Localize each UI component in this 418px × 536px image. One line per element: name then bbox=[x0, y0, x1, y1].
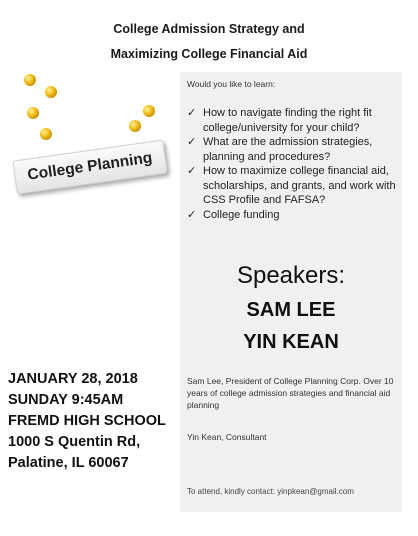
question-text: College funding bbox=[203, 208, 280, 221]
question-list bbox=[187, 106, 402, 222]
checkmark-icon: ✓ bbox=[187, 208, 197, 221]
list-item bbox=[187, 106, 402, 135]
list-item bbox=[187, 164, 402, 208]
gold-dot bbox=[143, 105, 155, 117]
speaker-bio: Sam Lee, President of College Planning Corp. Over 10 years of college admission strategies and financial aid planning bbox=[187, 376, 394, 410]
logo-label: College Planning bbox=[12, 140, 167, 195]
flyer-title-line-1: College Admission Strategy and bbox=[113, 22, 305, 36]
question-text: What are the admission strategies, planning and procedures? bbox=[203, 136, 373, 163]
question-text: How to navigate finding the right fit college/university for your child? bbox=[203, 107, 372, 134]
gold-dot bbox=[27, 107, 39, 119]
event-date: JANUARY 28, 2018 bbox=[8, 371, 138, 387]
flyer-title-line-2: Maximizing College Financial Aid bbox=[110, 47, 308, 61]
list-item bbox=[187, 208, 402, 223]
speaker-name: SAM LEE bbox=[246, 299, 336, 321]
event-city: Palatine, IL 60067 bbox=[8, 455, 129, 471]
checkmark-icon: ✓ bbox=[187, 165, 197, 177]
speaker-name: YIN KEAN bbox=[243, 331, 339, 353]
event-time: SUNDAY 9:45AM bbox=[8, 392, 124, 408]
event-venue: FREMD HIGH SCHOOL bbox=[8, 413, 166, 429]
checkmark-icon: ✓ bbox=[187, 107, 197, 119]
intro-text: Would you like to learn: bbox=[187, 79, 276, 89]
speaker-bio: Yin Kean, Consultant bbox=[187, 432, 267, 442]
list-item bbox=[187, 135, 402, 164]
checkmark-icon: ✓ bbox=[187, 136, 197, 148]
gold-dot bbox=[40, 128, 52, 140]
gold-dot bbox=[129, 120, 141, 132]
question-text: How to maximize college financial aid, scholarships, and grants, and work with CSS Profile and FAFSA? bbox=[203, 165, 396, 206]
speakers-heading: Speakers: bbox=[236, 262, 346, 289]
gold-dot bbox=[24, 74, 36, 86]
event-details bbox=[8, 369, 180, 474]
gold-dot bbox=[45, 86, 57, 98]
contact-line: To attend, kindly contact: yinpkean@gmail.com bbox=[187, 487, 354, 496]
event-street: 1000 S Quentin Rd, bbox=[8, 434, 141, 450]
gold-dots-icon bbox=[0, 0, 180, 160]
